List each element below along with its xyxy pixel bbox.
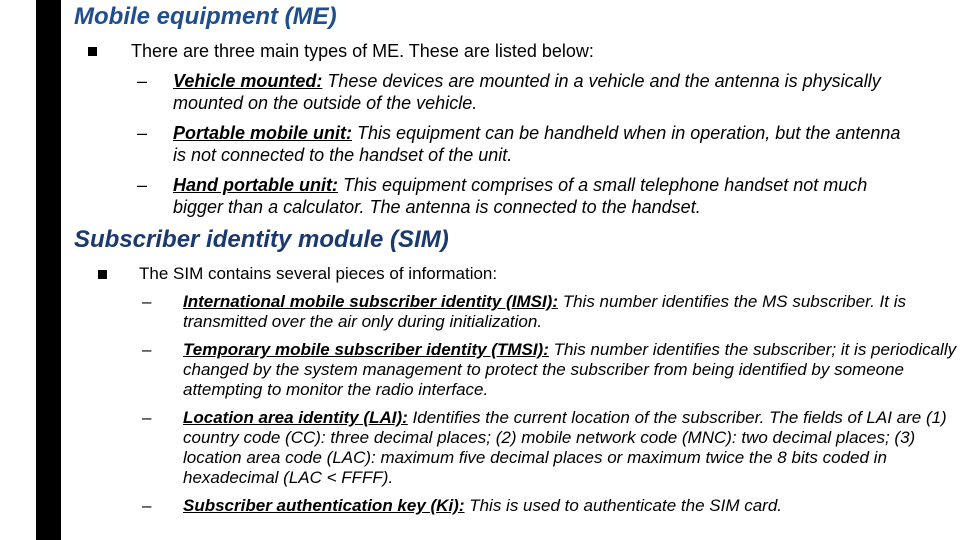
term: International mobile subscriber identity (IMSI): bbox=[183, 292, 558, 311]
dash-bullet: – bbox=[142, 496, 152, 515]
dash-bullet: – bbox=[142, 292, 152, 311]
term: Subscriber authentication key (Ki): bbox=[183, 496, 465, 515]
square-bullet-icon bbox=[98, 270, 107, 279]
term: Temporary mobile subscriber identity (TMSI): bbox=[183, 340, 549, 359]
sub-bullet-imsi bbox=[142, 292, 958, 332]
sub-bullet-text bbox=[173, 122, 913, 166]
dash-bullet: – bbox=[137, 123, 148, 143]
sub-bullet-text bbox=[173, 174, 913, 218]
sub-bullet-text bbox=[183, 496, 958, 516]
sub-bullet-text bbox=[183, 292, 958, 332]
dash-bullet: – bbox=[142, 408, 152, 427]
dash-bullet: – bbox=[137, 71, 148, 91]
heading-sim: Subscriber identity module (SIM) bbox=[74, 226, 449, 253]
definition: This is used to authenticate the SIM card. bbox=[464, 496, 782, 515]
sub-bullet-lai bbox=[142, 408, 958, 488]
heading-mobile-equipment: Mobile equipment (ME) bbox=[74, 3, 337, 30]
section-sim bbox=[98, 264, 958, 516]
definition: These devices are mounted in a vehicle and the antenna is physically mounted on the outside of the vehicle. bbox=[173, 71, 881, 113]
sub-bullet-text bbox=[183, 340, 958, 400]
definition: This number identifies the MS subscriber. It is transmitted over the air only during initialization. bbox=[183, 292, 907, 331]
square-bullet-icon bbox=[88, 47, 97, 56]
section-mobile-equipment bbox=[88, 40, 948, 218]
bullet-intro-text: The SIM contains several pieces of information: bbox=[139, 264, 498, 283]
left-accent-bar bbox=[36, 0, 61, 540]
dash-bullet: – bbox=[137, 175, 148, 195]
definition: This equipment can be handheld when in operation, but the antenna is not connected to the handset of the unit. bbox=[173, 123, 901, 165]
sub-bullet-hand-portable-unit bbox=[137, 174, 948, 218]
sub-bullet-vehicle-mounted bbox=[137, 70, 948, 114]
sub-bullet-portable-mobile-unit bbox=[137, 122, 948, 166]
bullet-intro bbox=[88, 40, 948, 62]
term: Vehicle mounted: bbox=[173, 71, 323, 91]
sub-bullet-tmsi bbox=[142, 340, 958, 400]
sub-bullet-text bbox=[173, 70, 913, 114]
definition: This equipment comprises of a small telephone handset not much bigger than a calculator. The antenna is connected to the handset. bbox=[173, 175, 868, 217]
term: Portable mobile unit: bbox=[173, 123, 353, 143]
bullet-intro bbox=[98, 264, 958, 284]
term: Hand portable unit: bbox=[173, 175, 338, 195]
bullet-intro-text: There are three main types of ME. These are listed below: bbox=[131, 41, 594, 61]
dash-bullet: – bbox=[142, 340, 152, 359]
definition: This number identifies the subscriber; it is periodically changed by the system management to protect the subscriber from being identified by someone attempting to monitor the radio interface. bbox=[183, 340, 957, 399]
sub-bullet-text bbox=[183, 408, 958, 488]
definition: Identifies the current location of the subscriber. The fields of LAI are (1) country code (CC): three decimal places; (2) mobile network code (MNC): two decimal places; (3) location area code (LAC): maximum five decimal places or maximum twice the 8 bits coded in hexadecimal (LAC < FFFF). bbox=[183, 408, 947, 487]
term: Location area identity (LAI): bbox=[183, 408, 408, 427]
sub-bullet-ki bbox=[142, 496, 958, 516]
